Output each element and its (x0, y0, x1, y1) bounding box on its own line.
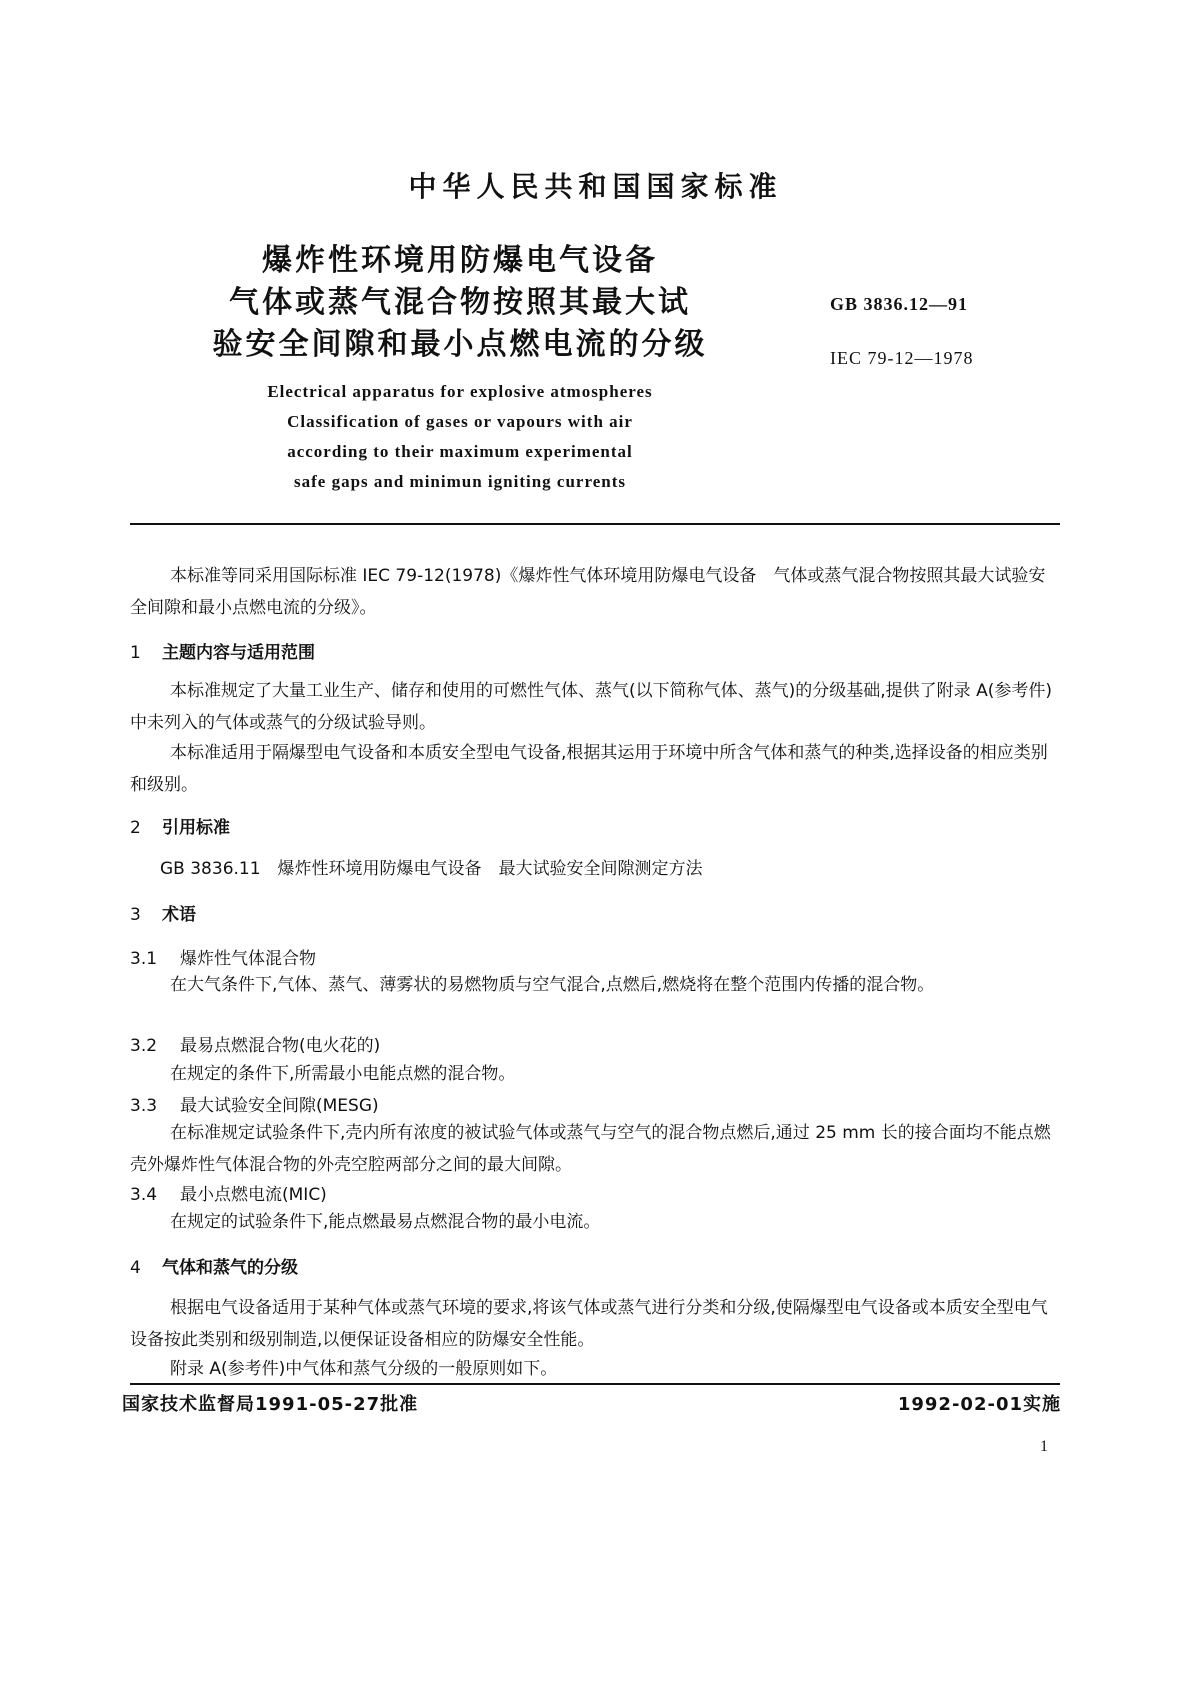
iec-code: IEC 79-12—1978 (830, 348, 974, 368)
header-divider (130, 523, 1060, 525)
term-title: 最易点燃混合物(电火花的) (180, 1036, 381, 1056)
section-3-heading (130, 900, 196, 925)
term-3-3-heading (130, 1091, 379, 1116)
term-title: 最小点燃电流(MIC) (180, 1185, 327, 1205)
effective-date: 1992-02-01实施 (897, 1394, 1061, 1415)
section-number: 3 (130, 905, 141, 925)
section-1-paragraph-1: 本标准规定了大量工业生产、储存和使用的可燃性气体、蒸气(以下简称气体、蒸气)的分级基础,提供了附录 A(参考件)中未列入的气体或蒸气的分级试验导则。 (130, 681, 1052, 733)
title-en-line-1: Electrical apparatus for explosive atmospheres (267, 382, 653, 401)
title-cn-line-2: 气体或蒸气混合物按照其最大试 (229, 285, 691, 320)
term-3-3-body: 在标准规定试验条件下,壳内所有浓度的被试验气体或蒸气与空气的混合物点燃后,通过 25 mm 长的接合面均不能点燃壳外爆炸性气体混合物的外壳空腔两部分之间的最大间隙。 (130, 1123, 1051, 1175)
section-title: 引用标准 (162, 818, 230, 838)
term-3-4-body: 在规定的试验条件下,能点燃最易点燃混合物的最小电流。 (170, 1212, 601, 1232)
title-en-line-2: Classification of gases or vapours with air (287, 412, 633, 431)
section-4-heading (130, 1253, 298, 1278)
section-4-paragraph-2: 附录 A(参考件)中气体和蒸气分级的一般原则如下。 (170, 1359, 558, 1379)
term-3-2-body: 在规定的条件下,所需最小电能点燃的混合物。 (170, 1064, 516, 1084)
reference-standard: GB 3836.11 爆炸性环境用防爆电气设备 最大试验安全间隙测定方法 (160, 859, 703, 879)
term-title: 最大试验安全间隙(MESG) (180, 1096, 379, 1116)
section-title: 主题内容与适用范围 (162, 643, 315, 663)
footer-divider (130, 1383, 1060, 1385)
term-3-1-body: 在大气条件下,气体、蒸气、薄雾状的易燃物质与空气混合,点燃后,燃烧将在整个范围内传播的混合物。 (170, 975, 935, 995)
term-number: 3.1 (130, 949, 158, 969)
section-number: 4 (130, 1258, 141, 1278)
section-title: 术语 (162, 905, 196, 925)
title-cn-line-3: 验安全间隙和最小点燃电流的分级 (212, 327, 708, 362)
term-number: 3.4 (130, 1185, 158, 1205)
gb-code: GB 3836.12—91 (830, 294, 969, 314)
section-number: 1 (130, 643, 141, 663)
title-en-line-3: according to their maximum experimental (287, 442, 633, 461)
term-number: 3.2 (130, 1036, 158, 1056)
title-cn-line-1: 爆炸性环境用防爆电气设备 (262, 243, 658, 278)
term-number: 3.3 (130, 1096, 158, 1116)
section-4-paragraph-1: 根据电气设备适用于某种气体或蒸气环境的要求,将该气体或蒸气进行分类和分级,使隔爆型电气设备或本质安全型电气设备按此类别和级别制造,以便保证设备相应的防爆安全性能。 (130, 1298, 1048, 1350)
section-1-paragraph-2: 本标准适用于隔爆型电气设备和本质安全型电气设备,根据其运用于环境中所含气体和蒸气的种类,选择设备的相应类别和级别。 (130, 743, 1048, 795)
section-title: 气体和蒸气的分级 (162, 1258, 298, 1278)
national-standard-title: 中华人民共和国国家标准 (408, 170, 783, 203)
term-3-4-heading (130, 1180, 327, 1205)
section-number: 2 (130, 818, 141, 838)
intro-paragraph: 本标准等同采用国际标准 IEC 79-12(1978)《爆炸性气体环境用防爆电气设备 气体或蒸气混合物按照其最大试验安全间隙和最小点燃电流的分级》。 (130, 566, 1046, 618)
term-3-1-heading (130, 944, 316, 969)
term-title: 爆炸性气体混合物 (180, 949, 316, 969)
section-1-heading (130, 638, 315, 663)
section-2-heading (130, 813, 230, 838)
term-3-2-heading (130, 1031, 380, 1056)
page-number: 1 (1040, 1438, 1048, 1455)
title-en-line-4: safe gaps and minimun igniting currents (294, 472, 626, 491)
approval-date: 国家技术监督局1991-05-27批准 (122, 1394, 419, 1415)
